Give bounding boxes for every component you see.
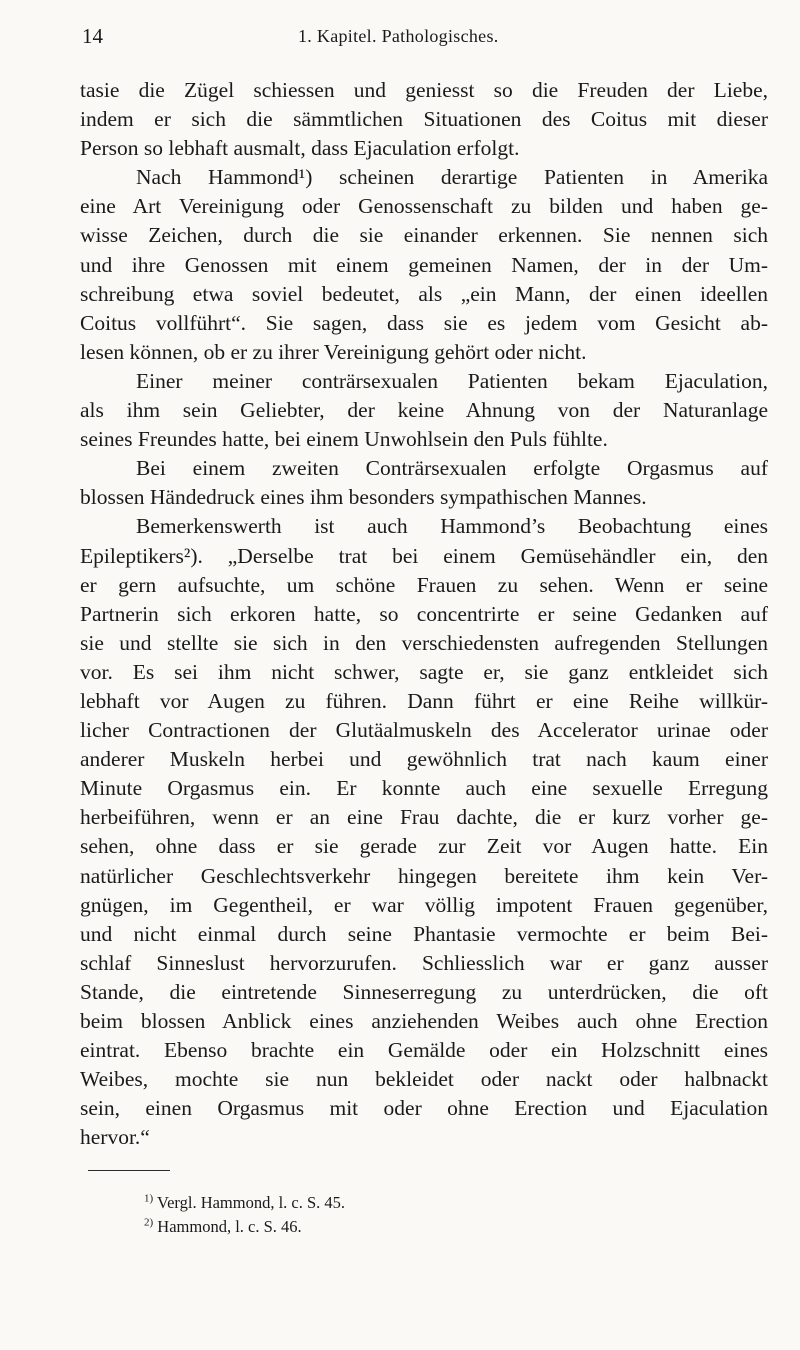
text-line: Partnerin sich erkoren hatte, so concentrirte er seine Gedanken auf xyxy=(80,601,768,626)
footnote-text: Hammond, l. c. S. 46. xyxy=(153,1217,302,1236)
running-header xyxy=(82,24,768,54)
text-line: Minute Orgasmus ein. Er konnte auch eine sexuelle Erregung xyxy=(80,776,768,801)
text-line: tasie die Zügel schiessen und geniesst so die Freuden der Liebe, xyxy=(80,78,768,102)
page-number: 14 xyxy=(82,24,103,48)
footnote-text: Vergl. Hammond, l. c. S. 45. xyxy=(153,1193,346,1212)
footnote xyxy=(144,1191,704,1215)
text-line: Epileptikers²). „Derselbe trat bei einem Gemüsehändler ein, den xyxy=(80,543,768,568)
footnote xyxy=(144,1215,704,1239)
footnote-divider xyxy=(88,1170,170,1171)
text-line: natürlicher Geschlechtsverkehr hingegen bereitete ihm kein Ver- xyxy=(80,863,768,888)
text-line: hervor.“ xyxy=(80,1125,150,1150)
footnotes xyxy=(144,1191,704,1239)
text-line: sehen, ohne dass er sie gerade zur Zeit vor Augen hatte. Ein xyxy=(80,834,768,859)
text-line: eintrat. Ebenso brachte ein Gemälde oder ein Holzschnitt eines xyxy=(80,1038,768,1063)
text-line: Einer meiner conträrsexualen Patienten bekam Ejaculation, xyxy=(136,368,768,393)
text-line: wisse Zeichen, durch die sie einander erkennen. Sie nennen sich xyxy=(80,223,768,248)
text-line: lebhaft vor Augen zu führen. Dann führt er eine Reihe willkür- xyxy=(80,688,768,713)
text-line: schreibung etwa soviel bedeutet, als „ein Mann, der einen ideellen xyxy=(80,281,768,306)
text-line: gnügen, im Gegentheil, er war völlig impotent Frauen gegenüber, xyxy=(80,892,768,917)
text-line: vor. Es sei ihm nicht schwer, sagte er, sie ganz entkleidet sich xyxy=(80,659,768,684)
chapter-heading: 1. Kapitel. Pathologisches. xyxy=(298,26,499,46)
text-line: licher Contractionen der Glutäalmuskeln des Accelerator urinae oder xyxy=(80,718,768,743)
text-line: indem er sich die sämmtlichen Situationen des Coitus mit dieser xyxy=(80,107,768,132)
text-line: blossen Händedruck eines ihm besonders sympathischen Mannes. xyxy=(80,485,647,510)
text-line: er gern aufsuchte, um schöne Frauen zu sehen. Wenn er seine xyxy=(80,572,768,597)
text-line: seines Freundes hatte, bei einem Unwohlsein den Puls fühlte. xyxy=(80,427,608,452)
text-line: Weibes, mochte sie nun bekleidet oder nackt oder halbnackt xyxy=(80,1067,768,1092)
text-line: sie und stellte sie sich in den verschiedensten aufregenden Stellungen xyxy=(80,630,768,655)
text-line: herbeiführen, wenn er an eine Frau dachte, die er kurz vorher ge- xyxy=(80,805,768,830)
text-line: Bemerkenswerth ist auch Hammond’s Beobachtung eines xyxy=(136,514,768,539)
text-line: Nach Hammond¹) scheinen derartige Patienten in Amerika xyxy=(136,165,768,190)
text-line: und ihre Genossen mit einem gemeinen Namen, der in der Um- xyxy=(80,252,768,277)
footnote-marker: 2) xyxy=(144,1216,154,1229)
footnote-marker: 1) xyxy=(144,1192,154,1205)
text-line: Person so lebhaft ausmalt, dass Ejaculation erfolgt. xyxy=(80,136,520,161)
text-line: anderer Muskeln herbei und gewöhnlich trat nach kaum einer xyxy=(80,747,768,772)
text-line: und nicht einmal durch seine Phantasie vermochte er beim Bei- xyxy=(80,921,768,946)
text-line: eine Art Vereinigung oder Genossenschaft zu bilden und haben ge- xyxy=(80,194,768,219)
body-text xyxy=(80,76,768,1152)
text-line: Bei einem zweiten Conträrsexualen erfolgte Orgasmus auf xyxy=(136,456,768,481)
text-line: beim blossen Anblick eines anziehenden Weibes auch ohne Erection xyxy=(80,1009,768,1033)
text-line: Coitus vollführt“. Sie sagen, dass sie es jedem vom Gesicht ab- xyxy=(80,310,768,335)
text-line: Stande, die eintretende Sinneserregung zu unterdrücken, die oft xyxy=(80,979,768,1004)
text-line: sein, einen Orgasmus mit oder ohne Erection und Ejaculation xyxy=(80,1096,768,1121)
text-line: schlaf Sinneslust hervorzurufen. Schliesslich war er ganz ausser xyxy=(80,950,768,975)
text-line: als ihm sein Geliebter, der keine Ahnung von der Naturanlage xyxy=(80,398,768,423)
text-line: lesen können, ob er zu ihrer Vereinigung gehört oder nicht. xyxy=(80,339,587,364)
